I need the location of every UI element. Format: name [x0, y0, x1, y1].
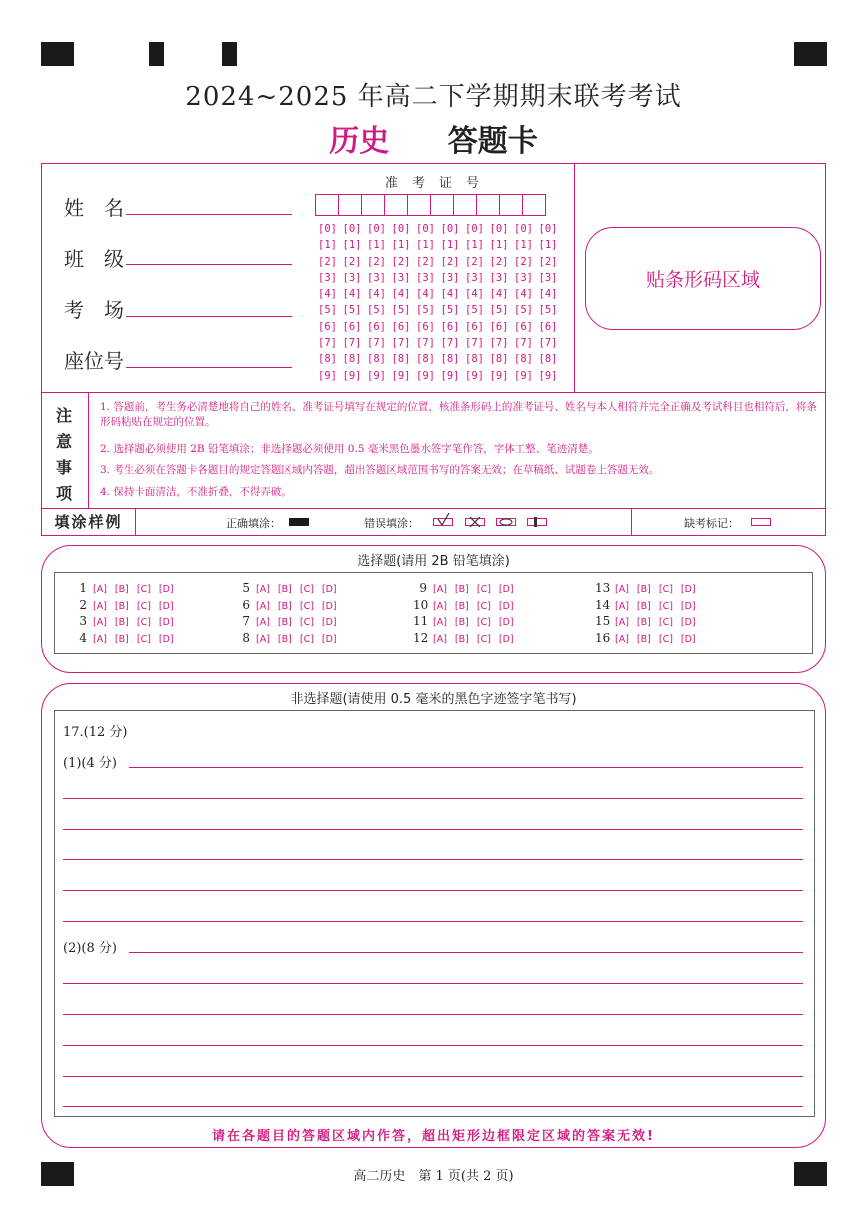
- mc-question-number: 13: [595, 581, 611, 595]
- exam-id-digit-bubble[interactable]: [4]: [514, 288, 533, 301]
- mc-question-number: 3: [79, 614, 87, 628]
- answer-line[interactable]: [63, 1014, 803, 1015]
- exam-id-digit-bubble[interactable]: [2]: [514, 255, 533, 268]
- mc-question-number: 12: [413, 630, 429, 645]
- partial-fill-mark: [534, 517, 537, 527]
- registration-mark: [41, 42, 74, 66]
- exam-id-digit-bubble[interactable]: [7]: [342, 337, 362, 350]
- correct-fill-label: 正确填涂：: [226, 517, 281, 530]
- exam-id-digit-bubble[interactable]: [6]: [465, 320, 484, 333]
- mc-option-bubble[interactable]: [C]: [299, 600, 314, 612]
- exam-id-digit-bubble[interactable]: [9]: [465, 369, 484, 382]
- question-17-label: 17.(12 分): [63, 725, 128, 740]
- class-field[interactable]: [126, 264, 292, 265]
- mc-option-bubble[interactable]: [A]: [433, 584, 447, 595]
- mc-question-number: 7: [242, 614, 250, 628]
- exam-id-digit-bubble[interactable]: [8]: [391, 353, 411, 366]
- answer-line[interactable]: [63, 983, 803, 984]
- exam-id-digit-column: [514, 221, 533, 384]
- mc-option-bubble[interactable]: [D]: [680, 600, 696, 612]
- mc-option-bubble[interactable]: [C]: [136, 584, 151, 595]
- mc-option-bubble[interactable]: [C]: [476, 633, 491, 645]
- note-item: 2. 选择题必须使用 2B 铅笔填涂；非选择题必须使用 0.5 毫米黑色墨水签字笔作答，字体工整、笔迹清楚。: [100, 443, 599, 455]
- absent-mark-label: 缺考标记：: [684, 517, 739, 530]
- exam-id-digit-bubble[interactable]: [2]: [440, 255, 460, 268]
- mc-question-row: [413, 631, 522, 645]
- mc-option-bubble[interactable]: [A]: [433, 600, 447, 612]
- mc-option-bubble[interactable]: [D]: [158, 600, 174, 612]
- mc-option-bubble[interactable]: [D]: [158, 633, 174, 645]
- mc-option-bubble[interactable]: [C]: [136, 600, 151, 612]
- exam-id-digit-bubble[interactable]: [0]: [489, 223, 509, 235]
- card-label: 答题卡: [447, 124, 538, 159]
- note-item: 3. 考生必须在答题卡各题目的规定答题区域内答题，超出答题区域范围书写的答案无效；在草稿纸、试题卷上答题无效。: [100, 464, 660, 476]
- mc-option-bubble[interactable]: [C]: [476, 600, 491, 612]
- exam-id-digit-bubble[interactable]: [8]: [416, 353, 435, 366]
- mc-option-bubble[interactable]: [C]: [299, 633, 314, 645]
- exam-id-digit-bubble[interactable]: [8]: [489, 353, 509, 366]
- mc-question-row: [595, 631, 704, 645]
- registration-mark: [149, 42, 164, 66]
- wrong-fill-partial-sample: [527, 518, 547, 526]
- mc-option-bubble[interactable]: [A]: [256, 600, 270, 612]
- name-field[interactable]: [126, 214, 292, 215]
- exam-id-digit-box[interactable]: [476, 194, 500, 216]
- exam-id-digit-bubble[interactable]: [9]: [391, 369, 411, 382]
- mc-option-bubble[interactable]: [D]: [321, 584, 337, 595]
- mc-option-bubble[interactable]: [C]: [299, 617, 314, 628]
- check-icon: [434, 513, 452, 527]
- exam-id-digit-column: [392, 221, 411, 384]
- exam-id-digit-bubble[interactable]: [3]: [367, 271, 386, 284]
- exam-id-digit-bubble[interactable]: [2]: [489, 255, 509, 268]
- answer-line[interactable]: [63, 921, 803, 922]
- mc-option-bubble[interactable]: [D]: [158, 584, 174, 595]
- multiple-choice-section: [41, 545, 826, 673]
- seat-field[interactable]: [126, 367, 292, 368]
- answer-line[interactable]: [63, 859, 803, 860]
- mc-option-bubble[interactable]: [B]: [454, 600, 469, 612]
- exam-id-digit-column: [441, 221, 460, 384]
- exam-id-digit-bubble[interactable]: [7]: [538, 337, 558, 350]
- mc-question-number: 1: [79, 581, 87, 595]
- exam-id-digit-bubble[interactable]: [5]: [342, 304, 362, 317]
- mc-question-row: [413, 581, 522, 595]
- mc-option-bubble[interactable]: [B]: [454, 633, 469, 645]
- mc-question-number: 9: [419, 581, 427, 595]
- divider: [631, 509, 632, 535]
- exam-id-digit-bubble[interactable]: [5]: [416, 304, 435, 317]
- exam-id-digit-bubble[interactable]: [4]: [367, 288, 386, 301]
- mc-option-bubble[interactable]: [B]: [454, 584, 469, 595]
- exam-id-digit-box[interactable]: [453, 194, 477, 216]
- mc-option-bubble[interactable]: [C]: [136, 617, 151, 628]
- mc-question-number: 2: [79, 597, 87, 612]
- free-response-area[interactable]: [54, 710, 815, 1117]
- exam-id-digit-bubble[interactable]: [9]: [440, 369, 460, 382]
- exam-id-digit-bubble[interactable]: [3]: [440, 271, 460, 284]
- mc-option-bubble[interactable]: [D]: [321, 617, 337, 628]
- exam-id-digit-bubble[interactable]: [0]: [440, 223, 460, 235]
- exam-id-digit-bubble[interactable]: [6]: [489, 320, 509, 333]
- registration-mark: [794, 42, 827, 66]
- exam-id-digit-bubble[interactable]: [1]: [318, 239, 337, 252]
- exam-id-digit-bubble[interactable]: [0]: [367, 223, 386, 235]
- notes-heading-char: 事: [56, 458, 73, 477]
- exam-id-digit-bubble[interactable]: [7]: [465, 337, 484, 350]
- exam-id-digit-bubble[interactable]: [4]: [342, 288, 362, 301]
- exam-id-digit-bubble[interactable]: [1]: [489, 239, 509, 252]
- mc-option-bubble[interactable]: [B]: [636, 600, 651, 612]
- answer-area-warning: 请在各题目的答题区域内作答，超出矩形边框限定区域的答案无效!: [212, 1129, 655, 1144]
- exam-id-digit-bubble[interactable]: [3]: [416, 271, 435, 284]
- mc-question-number: 11: [413, 614, 429, 628]
- exam-id-digit-bubble[interactable]: [0]: [391, 223, 411, 235]
- mc-question-row: [73, 631, 182, 645]
- exam-id-digit-bubble[interactable]: [8]: [440, 353, 460, 366]
- mc-option-bubble[interactable]: [A]: [615, 617, 629, 628]
- mc-question-row: [413, 614, 522, 628]
- mc-option-bubble[interactable]: [B]: [114, 600, 129, 612]
- mc-option-bubble[interactable]: [A]: [93, 633, 107, 645]
- notes-section: [41, 393, 826, 509]
- mc-option-bubble[interactable]: [B]: [277, 600, 292, 612]
- student-info-section: [41, 163, 826, 393]
- exam-id-digit-bubble[interactable]: [3]: [538, 271, 558, 284]
- exam-id-digit-bubble[interactable]: [8]: [538, 353, 558, 366]
- exam-id-digit-column: [343, 221, 362, 384]
- exam-id-digit-box[interactable]: [430, 194, 454, 216]
- note-item: 4. 保持卡面清洁，不准折叠，不得弄破。: [100, 486, 292, 498]
- mc-option-bubble[interactable]: [C]: [136, 633, 151, 645]
- mc-question-row: [236, 581, 345, 595]
- exam-id-digit-bubble[interactable]: [1]: [391, 239, 411, 252]
- exam-id-digit-bubble[interactable]: [5]: [367, 304, 386, 317]
- exam-id-digit-bubble[interactable]: [5]: [538, 304, 558, 317]
- exam-id-digit-box[interactable]: [407, 194, 431, 216]
- exam-id-digit-bubble[interactable]: [6]: [391, 320, 411, 333]
- mc-option-bubble[interactable]: [A]: [93, 584, 107, 595]
- mc-question-number: 10: [413, 597, 429, 612]
- mc-option-bubble[interactable]: [C]: [658, 584, 673, 595]
- exam-id-digit-bubble[interactable]: [5]: [391, 304, 411, 317]
- mc-question-row: [236, 598, 345, 612]
- mc-option-bubble[interactable]: [D]: [498, 617, 514, 628]
- mc-option-bubble[interactable]: [B]: [454, 617, 469, 628]
- mc-option-bubble[interactable]: [D]: [498, 600, 514, 612]
- answer-line[interactable]: [63, 798, 803, 799]
- mc-option-bubble[interactable]: [D]: [498, 633, 514, 645]
- exam-id-digit-bubble[interactable]: [0]: [318, 223, 337, 235]
- mc-question-row: [595, 581, 704, 595]
- exam-id-digit-bubble[interactable]: [7]: [440, 337, 460, 350]
- question-17-part2-label: (2)(8 分): [63, 941, 117, 956]
- mc-question-row: [595, 598, 704, 612]
- exam-id-digit-bubble[interactable]: [3]: [391, 271, 411, 284]
- divider: [574, 164, 575, 392]
- exam-id-digit-bubble[interactable]: [2]: [318, 255, 337, 268]
- mc-option-bubble[interactable]: [D]: [680, 633, 696, 645]
- mc-question-number: 16: [595, 630, 611, 645]
- exam-id-digit-bubble[interactable]: [0]: [465, 223, 484, 235]
- mc-option-bubble[interactable]: [B]: [277, 633, 292, 645]
- mc-option-bubble[interactable]: [A]: [433, 633, 447, 645]
- mc-question-row: [413, 598, 522, 612]
- room-field[interactable]: [126, 316, 292, 317]
- exam-id-digit-bubble[interactable]: [6]: [440, 320, 460, 333]
- mc-option-bubble[interactable]: [A]: [615, 584, 629, 595]
- mc-question-row: [73, 581, 182, 595]
- subject-row: [0, 116, 867, 160]
- exam-id-digit-column: [367, 221, 386, 384]
- answer-line[interactable]: [129, 767, 803, 768]
- exam-id-digit-column: [416, 221, 435, 384]
- mc-option-bubble[interactable]: [A]: [433, 617, 447, 628]
- exam-id-digit-bubble[interactable]: [8]: [342, 353, 362, 366]
- exam-id-digit-bubble[interactable]: [6]: [367, 320, 386, 333]
- mc-option-bubble[interactable]: [D]: [321, 600, 337, 612]
- note-item: 1. 答题前，考生务必清楚地将自己的姓名、准考证号填写在规定的位置，核准条形码上的准考证号、姓名与本人相符并完全正确及考试科目也相符后，将条形码粘贴在规定的位置。: [100, 401, 817, 428]
- mc-option-bubble[interactable]: [A]: [615, 633, 629, 645]
- exam-id-digit-bubble[interactable]: [4]: [465, 288, 484, 301]
- exam-id-digit-bubble[interactable]: [0]: [342, 223, 362, 235]
- exam-id-digit-bubble[interactable]: [1]: [416, 239, 435, 252]
- exam-id-digit-bubble[interactable]: [7]: [416, 337, 435, 350]
- fill-sample-row: [41, 509, 826, 536]
- exam-id-digit-bubble[interactable]: [8]: [367, 353, 386, 366]
- exam-id-digit-column: [318, 221, 337, 384]
- exam-id-digit-bubble[interactable]: [6]: [514, 320, 533, 333]
- answer-line[interactable]: [63, 1045, 803, 1046]
- barcode-area: [585, 227, 821, 330]
- mc-option-bubble[interactable]: [D]: [321, 633, 337, 645]
- exam-id-digit-box[interactable]: [384, 194, 408, 216]
- mc-option-bubble[interactable]: [C]: [476, 617, 491, 628]
- exam-id-digit-bubble[interactable]: [1]: [342, 239, 362, 252]
- multiple-choice-grid: [54, 572, 813, 654]
- exam-id-digit-box[interactable]: [499, 194, 523, 216]
- exam-id-digit-bubble[interactable]: [8]: [318, 353, 337, 366]
- exam-id-digit-bubble[interactable]: [5]: [440, 304, 460, 317]
- mc-question-number: 4: [79, 630, 87, 645]
- wrong-fill-check-sample: [433, 518, 453, 526]
- mc-option-bubble[interactable]: [B]: [277, 617, 292, 628]
- exam-id-digit-column: [465, 221, 484, 384]
- mc-option-bubble[interactable]: [B]: [277, 584, 292, 595]
- exam-id-digit-bubble[interactable]: [1]: [367, 239, 386, 252]
- exam-id-digit-bubble[interactable]: [9]: [318, 369, 337, 382]
- exam-id-digit-bubble[interactable]: [6]: [538, 320, 558, 333]
- notes-heading: [42, 393, 89, 508]
- mc-option-bubble[interactable]: [B]: [636, 617, 651, 628]
- exam-id-digit-box[interactable]: [361, 194, 385, 216]
- mc-option-bubble[interactable]: [A]: [256, 633, 270, 645]
- exam-id-digit-bubble[interactable]: [4]: [489, 288, 509, 301]
- exam-id-digit-bubble[interactable]: [7]: [367, 337, 386, 350]
- exam-id-digit-bubble[interactable]: [3]: [514, 271, 533, 284]
- exam-id-digit-bubble[interactable]: [5]: [514, 304, 533, 317]
- notes-heading-char: 项: [56, 484, 73, 503]
- cross-icon: [466, 517, 484, 527]
- registration-mark: [222, 42, 237, 66]
- exam-id-digit-bubble[interactable]: [2]: [465, 255, 484, 268]
- mc-option-bubble[interactable]: [D]: [680, 617, 696, 628]
- multiple-choice-title: 选择题(请用 2B 铅笔填涂): [357, 554, 510, 569]
- mc-question-row: [73, 598, 182, 612]
- mc-option-bubble[interactable]: [D]: [498, 584, 514, 595]
- answer-line[interactable]: [63, 890, 803, 891]
- mc-question-number: 14: [595, 597, 611, 612]
- exam-id-title: 准考证号: [385, 176, 494, 191]
- exam-id-digit-bubble[interactable]: [3]: [318, 271, 337, 284]
- mc-question-row: [236, 631, 345, 645]
- mc-option-bubble[interactable]: [B]: [114, 584, 129, 595]
- mc-option-bubble[interactable]: [C]: [476, 584, 491, 595]
- mc-question-row: [236, 614, 345, 628]
- exam-id-digit-bubble[interactable]: [2]: [342, 255, 362, 268]
- exam-id-digit-bubble[interactable]: [4]: [440, 288, 460, 301]
- mc-option-bubble[interactable]: [A]: [93, 600, 107, 612]
- exam-id-digit-bubble[interactable]: [1]: [440, 239, 460, 252]
- mc-option-bubble[interactable]: [B]: [636, 584, 651, 595]
- exam-id-digit-bubble[interactable]: [2]: [538, 255, 558, 268]
- exam-id-digit-bubble[interactable]: [1]: [514, 239, 533, 252]
- exam-id-digit-box[interactable]: [338, 194, 362, 216]
- exam-id-digit-bubble[interactable]: [2]: [391, 255, 411, 268]
- mc-option-bubble[interactable]: [C]: [658, 617, 673, 628]
- free-response-title: 非选择题(请使用 0.5 毫米的黑色字迹签字笔书写): [290, 692, 577, 707]
- exam-id-digit-bubble[interactable]: [7]: [489, 337, 509, 350]
- answer-line[interactable]: [63, 1106, 803, 1107]
- absent-mark-box[interactable]: [751, 518, 771, 526]
- exam-id-digit-bubble[interactable]: [7]: [514, 337, 533, 350]
- exam-id-digit-bubble[interactable]: [4]: [391, 288, 411, 301]
- exam-id-digit-bubble[interactable]: [6]: [416, 320, 435, 333]
- exam-title: 2024~2025 年高二下学期期末联考考试: [185, 82, 682, 112]
- exam-id-digit-bubble[interactable]: [9]: [416, 369, 435, 382]
- exam-id-digit-bubble[interactable]: [3]: [342, 271, 362, 284]
- exam-id-digit-bubble[interactable]: [0]: [538, 223, 558, 235]
- mc-option-bubble[interactable]: [A]: [615, 600, 629, 612]
- wrong-fill-cross-sample: [465, 518, 485, 526]
- exam-id-digit-bubble[interactable]: [4]: [416, 288, 435, 301]
- exam-id-digit-bubble[interactable]: [5]: [489, 304, 509, 317]
- answer-line[interactable]: [129, 952, 803, 953]
- mc-question-row: [73, 614, 182, 628]
- answer-line[interactable]: [63, 829, 803, 830]
- exam-id-digit-bubble[interactable]: [5]: [465, 304, 484, 317]
- mc-question-row: [595, 614, 704, 628]
- barcode-label: 贴条形码区域: [645, 269, 760, 291]
- exam-id-digit-bubble[interactable]: [9]: [367, 369, 386, 382]
- exam-id-digit-bubble[interactable]: [9]: [342, 369, 362, 382]
- exam-id-digit-bubble[interactable]: [4]: [318, 288, 337, 301]
- answer-line[interactable]: [63, 1076, 803, 1077]
- mc-option-bubble[interactable]: [D]: [158, 617, 174, 628]
- exam-id-digit-bubble[interactable]: [4]: [538, 288, 558, 301]
- class-label: 班 级: [64, 247, 124, 271]
- mc-question-number: 6: [242, 597, 250, 612]
- exam-id-digit-bubble[interactable]: [5]: [318, 304, 337, 317]
- exam-id-digit-bubble[interactable]: [7]: [391, 337, 411, 350]
- mc-option-bubble[interactable]: [A]: [256, 617, 270, 628]
- exam-id-digit-box[interactable]: [315, 194, 339, 216]
- wrong-fill-circle-sample: [496, 518, 516, 526]
- room-label: 考 场: [64, 298, 124, 322]
- mc-option-bubble[interactable]: [B]: [114, 633, 129, 645]
- exam-id-digit-bubble[interactable]: [1]: [538, 239, 558, 252]
- exam-id-boxes: [316, 194, 546, 216]
- mc-option-bubble[interactable]: [B]: [636, 633, 651, 645]
- correct-fill-sample: [289, 518, 309, 526]
- mc-option-bubble[interactable]: [A]: [256, 584, 270, 595]
- exam-id-digit-bubble[interactable]: [9]: [538, 369, 558, 382]
- exam-id-digit-column: [539, 221, 558, 384]
- wrong-fill-label: 错误填涂：: [364, 517, 419, 530]
- exam-id-digit-box[interactable]: [522, 194, 546, 216]
- exam-id-digit-column: [490, 221, 509, 384]
- seat-label: 座位号: [64, 349, 124, 373]
- notes-heading-char: 意: [56, 432, 73, 451]
- exam-id-digit-bubble[interactable]: [6]: [318, 320, 337, 333]
- exam-id-digit-bubble[interactable]: [2]: [416, 255, 435, 268]
- exam-id-digit-bubble[interactable]: [1]: [465, 239, 484, 252]
- subject-name: 历史: [329, 124, 390, 159]
- question-17-part1-label: (1)(4 分): [63, 756, 117, 771]
- notes-heading-char: 注: [56, 406, 73, 425]
- mc-question-number: 8: [242, 630, 250, 645]
- exam-id-digit-bubble[interactable]: [7]: [318, 337, 337, 350]
- exam-id-digit-bubble[interactable]: [8]: [465, 353, 484, 366]
- fill-sample-label: 填涂样例: [42, 509, 136, 535]
- free-response-section: [41, 683, 826, 1148]
- exam-id-digit-bubble[interactable]: [2]: [367, 255, 386, 268]
- mc-option-bubble[interactable]: [C]: [658, 600, 673, 612]
- mc-option-bubble[interactable]: [B]: [114, 617, 129, 628]
- exam-id-digit-bubble[interactable]: [6]: [342, 320, 362, 333]
- name-label: 姓 名: [64, 196, 124, 220]
- exam-id-digit-bubble[interactable]: [9]: [489, 369, 509, 382]
- exam-id-digit-bubble[interactable]: [3]: [465, 271, 484, 284]
- exam-id-digit-bubble[interactable]: [9]: [514, 369, 533, 382]
- exam-id-digit-bubble[interactable]: [3]: [489, 271, 509, 284]
- mc-option-bubble[interactable]: [D]: [680, 584, 696, 595]
- mc-option-bubble[interactable]: [C]: [658, 633, 673, 645]
- exam-id-digit-bubble[interactable]: [0]: [514, 223, 533, 235]
- exam-id-digit-bubble[interactable]: [8]: [514, 353, 533, 366]
- mc-question-number: 15: [595, 614, 611, 628]
- page-footer: 高二历史 第 1 页(共 2 页): [353, 1169, 514, 1184]
- exam-id-digit-bubble[interactable]: [0]: [416, 223, 435, 235]
- mc-question-number: 5: [242, 581, 250, 595]
- circle-icon: [497, 518, 515, 526]
- mc-option-bubble[interactable]: [C]: [299, 584, 314, 595]
- mc-option-bubble[interactable]: [A]: [93, 617, 107, 628]
